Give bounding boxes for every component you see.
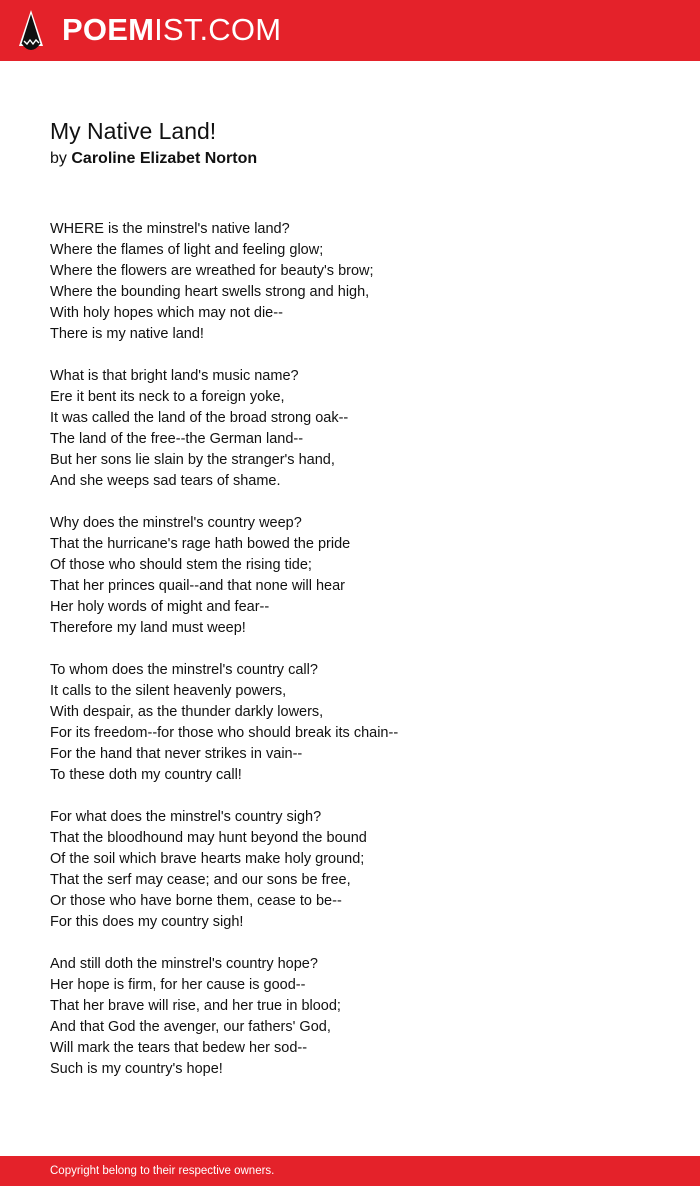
pencil-tip-icon xyxy=(18,9,44,51)
poem-line: Where the flames of light and feeling glow; xyxy=(50,242,324,258)
poem-line: Or those who have borne them, cease to be-- xyxy=(50,893,342,909)
poem-line: Of the soil which brave hearts make holy ground; xyxy=(50,851,365,867)
poem-line: What is that bright land's music name? xyxy=(50,368,299,384)
poem-line: But her sons lie slain by the stranger's hand, xyxy=(50,452,335,468)
poem-line: And she weeps sad tears of shame. xyxy=(50,473,281,489)
poem-line: Where the bounding heart swells strong and high, xyxy=(50,284,370,300)
stanza xyxy=(50,807,670,933)
poem-line: There is my native land! xyxy=(50,326,204,342)
poem-line: Will mark the tears that bedew her sod-- xyxy=(50,1040,308,1056)
poem-byline xyxy=(50,149,257,169)
by-label: by xyxy=(50,150,67,167)
poem-line: For its freedom--for those who should break its chain-- xyxy=(50,725,399,741)
poem-line: That the bloodhound may hunt beyond the bound xyxy=(50,830,367,846)
poem-author: Caroline Elizabet Norton xyxy=(71,150,258,167)
poem-line: And that God the avenger, our fathers' God, xyxy=(50,1019,331,1035)
logo-bold-text: POEM xyxy=(62,12,155,47)
poem-line: The land of the free--the German land-- xyxy=(50,431,304,447)
poem-line: That the serf may cease; and our sons be free, xyxy=(50,872,351,888)
site-header xyxy=(0,0,700,61)
poem-line: It calls to the silent heavenly powers, xyxy=(50,683,287,699)
stanza xyxy=(50,366,670,492)
poem-line: For the hand that never strikes in vain-- xyxy=(50,746,303,762)
poem-line: That her brave will rise, and her true in blood; xyxy=(50,998,341,1014)
poem-line: Her holy words of might and fear-- xyxy=(50,599,270,615)
poem-line: With holy hopes which may not die-- xyxy=(50,305,283,321)
poem-line: Of those who should stem the rising tide; xyxy=(50,557,312,573)
poem-line: And still doth the minstrel's country hope? xyxy=(50,956,318,972)
poem-line: Why does the minstrel's country weep? xyxy=(50,515,302,531)
copyright-notice: Copyright belong to their respective owners. xyxy=(50,1165,275,1177)
poem-line: Her hope is firm, for her cause is good-- xyxy=(50,977,306,993)
poem-line: That her princes quail--and that none will hear xyxy=(50,578,345,594)
poem-line: To these doth my country call! xyxy=(50,767,242,783)
poem-line: Where the flowers are wreathed for beauty's brow; xyxy=(50,263,374,279)
stanza xyxy=(50,513,670,639)
poem-line: It was called the land of the broad strong oak-- xyxy=(50,410,349,426)
poem-line: For this does my country sigh! xyxy=(50,914,244,930)
poem-line: With despair, as the thunder darkly lowers, xyxy=(50,704,324,720)
poem-line: Therefore my land must weep! xyxy=(50,620,246,636)
poem-line: For what does the minstrel's country sigh? xyxy=(50,809,322,825)
site-logo[interactable] xyxy=(62,13,281,47)
poem-line: That the hurricane's rage hath bowed the pride xyxy=(50,536,351,552)
stanza xyxy=(50,954,670,1080)
stanza xyxy=(50,660,670,786)
stanza xyxy=(50,219,670,345)
site-footer xyxy=(0,1156,700,1186)
poem-title: My Native Land! xyxy=(50,118,217,144)
poem-line: To whom does the minstrel's country call? xyxy=(50,662,318,678)
poem-body xyxy=(50,219,670,1101)
poem-line: WHERE is the minstrel's native land? xyxy=(50,221,290,237)
logo-light-text: IST.COM xyxy=(154,12,282,47)
poem-line: Such is my country's hope! xyxy=(50,1061,223,1077)
poem-line: Ere it bent its neck to a foreign yoke, xyxy=(50,389,285,405)
